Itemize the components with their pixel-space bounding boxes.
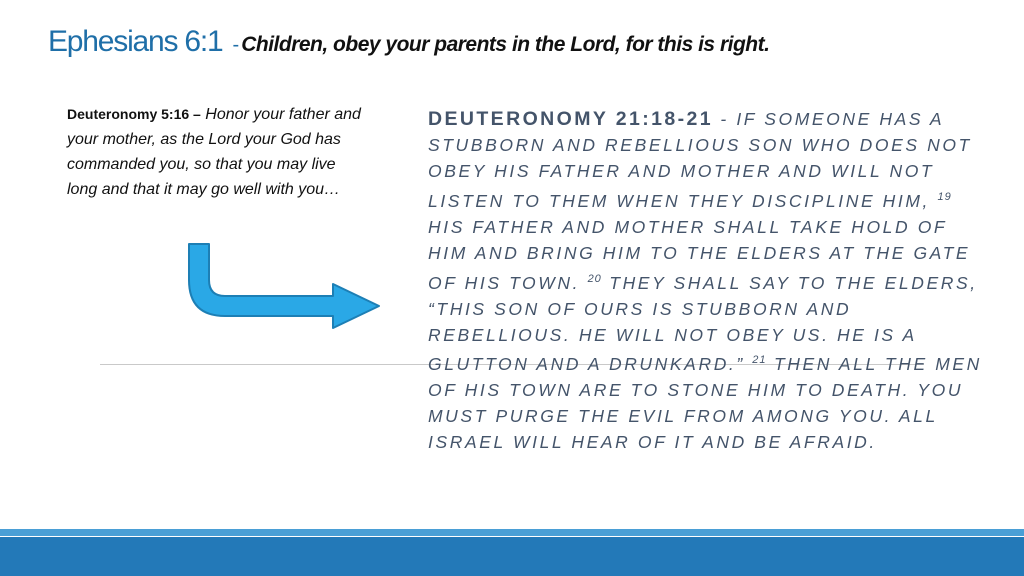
- verse-segment: THEN ALL THE MEN OF HIS TOWN ARE TO STONE HIM TO DEATH. YOU MUST PURGE THE EVIL FROM AMONG YOU. ALL ISRAEL WILL HEAR OF IT AND BE AFRAID.: [428, 354, 982, 453]
- verse-segment: THEY SHALL SAY TO THE ELDERS, “THIS SON OF OURS IS STUBBORN AND REBELLIOUS. HE WILL NOT OBEY US. HE IS A GLUTTON AND A DRUNKARD.”: [428, 272, 978, 375]
- right-verse-text: [428, 109, 982, 452]
- curved-arrow-icon: [183, 240, 383, 335]
- left-verse-reference: Deuteronomy 5:16 –: [67, 106, 201, 122]
- title-reference: Ephesians 6:1: [48, 25, 223, 58]
- arrow-shape: [189, 244, 379, 328]
- title-quote: Children, obey your parents in the Lord, for this is right.: [241, 33, 770, 56]
- verse-segment: - IF SOMEONE HAS A STUBBORN AND REBELLIOUS SON WHO DOES NOT OBEY HIS FATHER AND MOTHER AND WILL NOT LISTEN TO THEM WHEN THEY DISCIPLINE HIM,: [428, 109, 972, 211]
- title-dash: -: [232, 34, 240, 56]
- verse-segment: HIS FATHER AND MOTHER SHALL TAKE HOLD OF HIM AND BRING HIM TO THE ELDERS AT THE GATE OF HIS TOWN.: [428, 216, 971, 293]
- right-verse-block: [428, 106, 988, 455]
- verse-number: 19: [937, 191, 952, 203]
- footer-bar: [0, 537, 1024, 576]
- left-verse-block: [67, 102, 367, 202]
- footer-accent-stripe: [0, 529, 1024, 536]
- verse-number: 21: [752, 354, 767, 367]
- slide-title: [48, 22, 769, 67]
- left-verse-text: Honor your father and your mother, as the Lord your God has commanded you, so that you may live long and that it may go well with you…: [67, 106, 361, 198]
- right-verse-reference: DEUTERONOMY 21:18-21: [428, 108, 713, 130]
- verse-number: 20: [587, 272, 602, 285]
